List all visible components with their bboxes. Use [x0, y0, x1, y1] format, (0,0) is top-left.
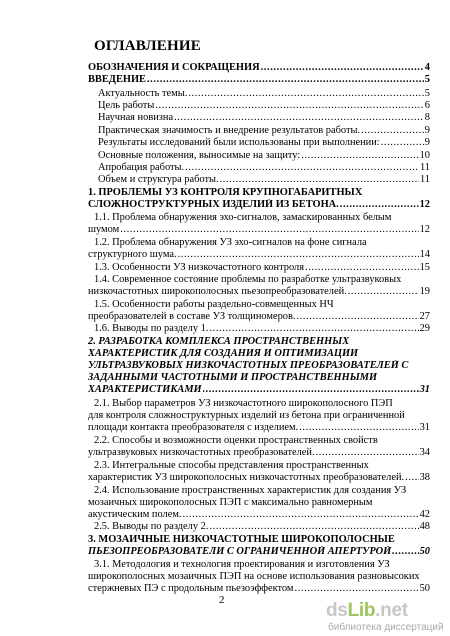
watermark-logo: dsLib.net — [326, 600, 408, 621]
toc-entry[interactable]: 1.4. Современное состояние проблемы по разработке ультразвуковых — [94, 274, 402, 285]
toc-entry[interactable]: Научная новизна ..... 8 — [88, 112, 430, 124]
toc-entry[interactable]: 1.1. Проблема обнаружения эхо-сигналов, замаскированных белым — [94, 212, 392, 223]
toc-entry[interactable]: Объем и структура работы. ..... 11 — [88, 174, 430, 186]
toc-entry-cont[interactable]: шумом ..... 12 — [88, 224, 430, 236]
toc-entry[interactable]: 2.5. Выводы по разделу 2. ..... 48 — [88, 521, 430, 533]
toc-entry[interactable]: Цель работы ..... 6 — [88, 100, 430, 112]
toc-entry-cont[interactable]: ультразвуковых низкочастотных преобразователей. ..... 34 — [88, 447, 430, 459]
toc-entry-cont[interactable]: площади контакта преобразователя с изделием. ..... 31 — [88, 422, 430, 434]
toc-entry-cont[interactable]: структурного шума. ..... 14 — [88, 249, 430, 261]
toc-entry[interactable]: ОБОЗНАЧЕНИЯ И СОКРАЩЕНИЯ ..... 4 — [88, 62, 430, 74]
watermark-subtitle: библиотека диссертаций — [328, 622, 444, 633]
toc-entry-chapter-2[interactable]: 2. РАЗРАБОТКА КОМПЛЕКСА ПРОСТРАНСТВЕННЫХ — [88, 336, 350, 347]
toc-entry[interactable]: Результаты исследований были использованы при выполнении: ..... 9 — [88, 137, 430, 149]
toc-entry[interactable]: 2.2. Способы и возможности оценки пространственных свойств — [94, 435, 378, 446]
toc-entry-chapter-3[interactable]: 3. МОЗАИЧНЫЕ НИЗКОЧАСТОТНЫЕ ШИРОКОПОЛОСНЫЕ — [88, 534, 395, 545]
toc-entry[interactable]: 2.1. Выбор параметров УЗ низкочастотного широкополосного ПЭП — [94, 398, 393, 409]
watermark[interactable] — [326, 600, 444, 634]
toc-entry-chapter-1-cont[interactable]: СЛОЖНОСТРУКТУРНЫХ ИЗДЕЛИЙ ИЗ БЕТОНА. ..... 12 — [88, 199, 430, 211]
toc-entry-cont[interactable]: стержневых ПЭ с продольным пьезоэффектом ..... 50 — [88, 583, 430, 595]
toc-entry-chapter-2-cont[interactable]: ХАРАКТЕРИСТИКАМИ ..... 31 — [88, 384, 430, 396]
toc-entry-chapter-2-cont[interactable]: УЛЬТРАЗВУКОВЫХ НИЗКОЧАСТОТНЫХ ПРЕОБРАЗОВАТЕЛЕЙ С — [88, 360, 409, 371]
toc-entry-chapter-1[interactable]: 1. ПРОБЛЕМЫ УЗ КОНТРОЛЯ КРУПНОГАБАРИТНЫХ — [88, 187, 363, 198]
toc-entry[interactable]: Основные положения, выносимые на защиту: ..... 10 — [88, 150, 430, 162]
toc-entry-chapter-3-cont[interactable]: ПЬЕЗОПРЕОБРАЗОВАТЕЛИ С ОГРАНИЧЕННОЙ АПЕРТУРОЙ ..... 50 — [88, 546, 430, 558]
toc-entry-cont[interactable]: характеристик УЗ широкополосных низкочастотных преобразователей. ..... 38 — [88, 472, 430, 484]
toc-entry[interactable]: 2.3. Интегральные способы представления пространственных — [94, 460, 369, 471]
toc-entry-cont[interactable]: акустическим полем. ..... 42 — [88, 509, 430, 521]
toc-entry[interactable]: ВВЕДЕНИЕ ..... 5 — [88, 74, 430, 86]
toc-title: ОГЛАВЛЕНИЕ — [94, 38, 201, 54]
toc-entry[interactable]: 1.5. Особенности работы раздельно-совмещенных НЧ — [94, 299, 334, 310]
toc-entry-cont[interactable]: широкополосных мозаичных ПЭП на основе использования разновысоких — [88, 571, 420, 582]
toc-entry-cont[interactable]: мозаичных широкополосных ПЭП с максимально равномерным — [88, 497, 373, 508]
toc-entry[interactable]: 1.3. Особенности УЗ низкочастотного контроля ..... 15 — [88, 262, 430, 274]
toc-entry[interactable]: Апробация работы. ..... 11 — [88, 162, 430, 174]
page-number: 2 — [219, 594, 225, 606]
toc-entry[interactable]: Практическая значимость и внедрение результатов работы. ..... 9 — [88, 125, 430, 137]
toc-entry[interactable]: 1.2. Проблема обнаружения УЗ эхо-сигналов на фоне сигнала — [94, 237, 367, 248]
toc-entry[interactable]: 3.1. Методология и технология проектирования и изготовления УЗ — [94, 559, 390, 570]
toc-entry-chapter-2-cont[interactable]: ЗАДАННЫМИ ЧАСТОТНЫМИ И ПРОСТРАНСТВЕННЫМИ — [88, 372, 378, 383]
toc-entry-cont[interactable]: низкочастотных широкополосных пьезопреобразователей. ..... 19 — [88, 286, 430, 298]
toc-entry[interactable]: 1.6. Выводы по разделу 1. ..... 29 — [88, 323, 430, 335]
toc-entry[interactable]: Актуальность темы. ..... 5 — [88, 88, 430, 100]
toc-entry[interactable]: 2.4. Использование пространственных характеристик для создания УЗ — [94, 485, 407, 496]
toc-entry-cont[interactable]: для контроля сложноструктурных изделий из бетона при ограниченной — [88, 410, 405, 421]
toc-entry-cont[interactable]: преобразователей в составе УЗ толщиномеров. ..... 27 — [88, 311, 430, 323]
toc-entry-chapter-2-cont[interactable]: ХАРАКТЕРИСТИК ДЛЯ СОЗДАНИЯ И ОПТИМИЗАЦИИ — [88, 348, 359, 359]
